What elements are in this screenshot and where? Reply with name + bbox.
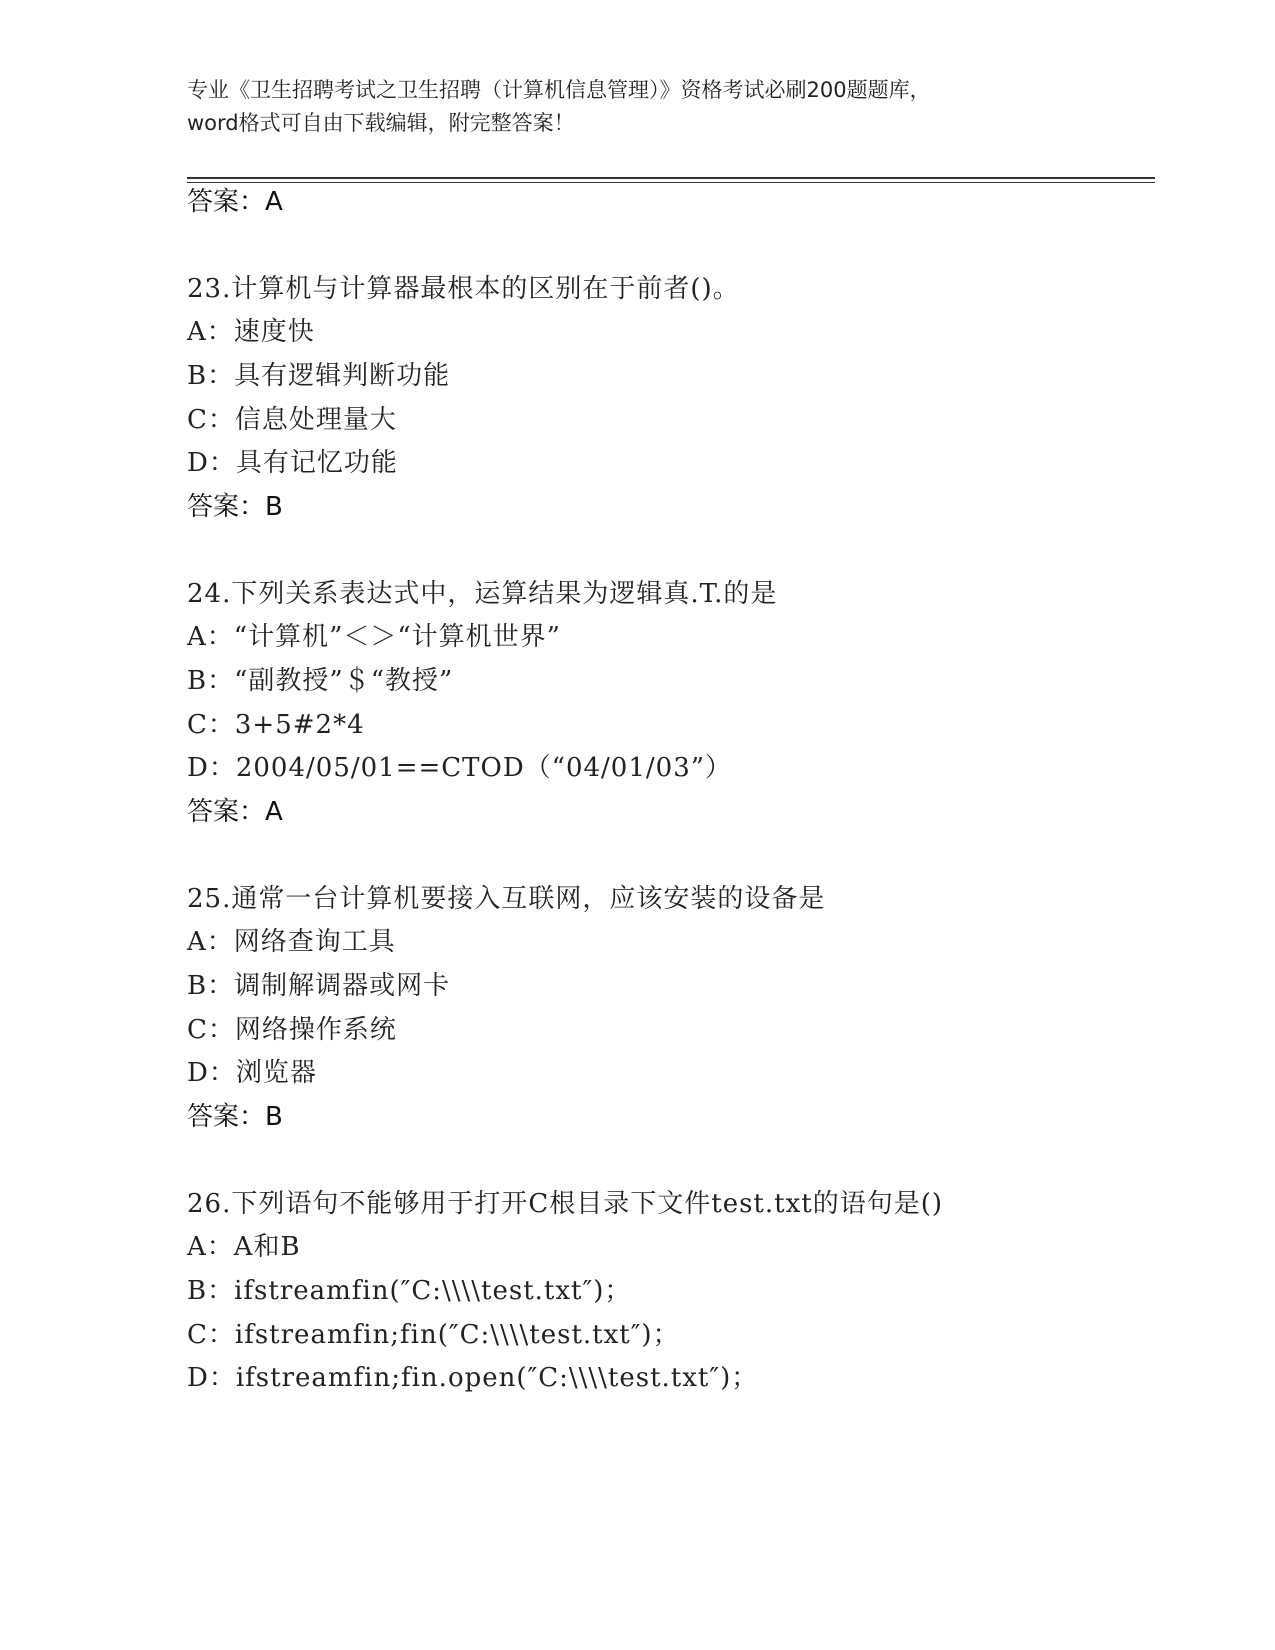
page-header: [187, 74, 1087, 140]
answer-label: 答案：B: [187, 1102, 283, 1132]
option-b: B：ifstreamfin(″C:\\\\test.txt″)；: [187, 1276, 632, 1306]
option-b: B：调制解调器或网卡: [187, 971, 451, 1001]
option-d: D：浏览器: [187, 1058, 317, 1088]
option-a: A：A和B: [187, 1232, 301, 1262]
question-stem: 25.通常一台计算机要接入互联网，应该安装的设备是: [187, 884, 826, 914]
option-a: A：网络查询工具: [187, 927, 396, 957]
answer-label: 答案：A: [187, 797, 283, 827]
option-c: C：网络操作系统: [187, 1015, 397, 1045]
option-a: A：“计算机”＜＞“计算机世界”: [187, 622, 561, 652]
option-b: B：“副教授”＄“教授”: [187, 666, 454, 696]
option-c: C：3+5#2*4: [187, 710, 365, 740]
header-divider-thin: [187, 182, 1155, 183]
option-c: C：ifstreamfin;fin(″C:\\\\test.txt″)；: [187, 1320, 680, 1350]
header-line-1: 专业《卫生招聘考试之卫生招聘（计算机信息管理）》资格考试必刷200题题库，: [187, 78, 931, 102]
option-d: D：ifstreamfin;fin.open(″C:\\\\test.txt″)；: [187, 1363, 759, 1393]
question-stem: 23.计算机与计算器最根本的区别在于前者()。: [187, 274, 740, 304]
option-d: D：具有记忆功能: [187, 448, 398, 478]
option-c: C：信息处理量大: [187, 405, 397, 435]
option-b: B：具有逻辑判断功能: [187, 361, 451, 391]
option-d: D：2004/05/01==CTOD（“04/01/03”）: [187, 753, 733, 783]
option-a: A：速度快: [187, 317, 315, 347]
question-stem: 24.下列关系表达式中，运算结果为逻辑真.T.的是: [187, 579, 778, 609]
header-divider-thick: [187, 177, 1155, 179]
header-line-2: word格式可自由下载编辑，附完整答案！: [187, 111, 575, 135]
answer-label: 答案：B: [187, 492, 283, 522]
answer-label: 答案：A: [187, 187, 283, 217]
question-stem: 26.下列语句不能够用于打开C根目录下文件test.txt的语句是(): [187, 1189, 943, 1219]
